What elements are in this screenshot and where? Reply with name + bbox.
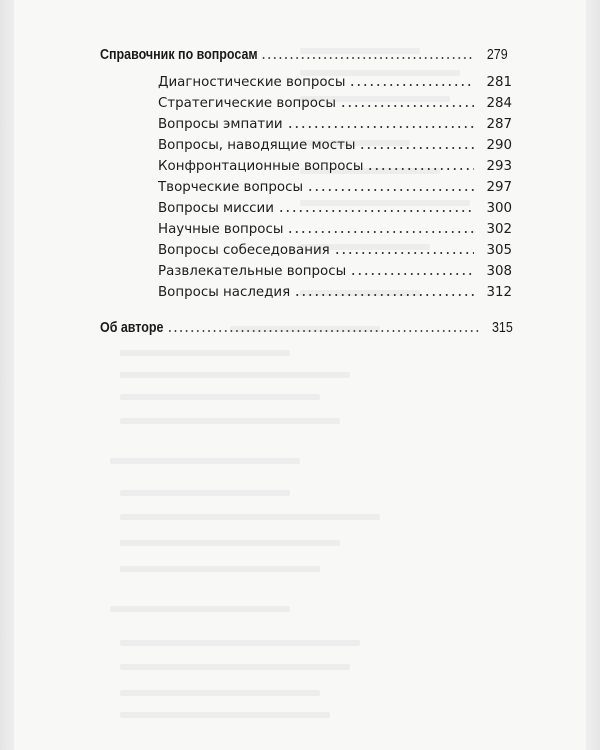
dot-leader: [350, 273, 474, 275]
toc-section-entry[interactable]: [100, 47, 508, 63]
toc-item[interactable]: [158, 201, 512, 216]
toc-item-page: 290: [486, 138, 512, 153]
toc-item-page: 300: [486, 201, 512, 216]
toc-item-page: 305: [486, 243, 512, 258]
dot-leader: [349, 84, 474, 86]
toc-item-title: Стратегические вопросы: [158, 96, 336, 111]
dot-leader: [294, 294, 474, 296]
toc-item[interactable]: [158, 243, 512, 258]
toc-about-page: 315: [491, 320, 513, 336]
toc-item-page: 297: [486, 180, 512, 195]
toc-item-title: Вопросы собеседования: [158, 243, 330, 258]
toc-item-page: 312: [486, 285, 512, 300]
dot-leader: [287, 126, 474, 128]
toc-item-page: 287: [486, 117, 512, 132]
toc-item-title: Научные вопросы: [158, 222, 284, 237]
toc-item-page: 281: [486, 75, 512, 90]
toc-item[interactable]: [158, 75, 512, 90]
dot-leader: [340, 105, 474, 107]
dot-leader: [334, 252, 474, 254]
toc-item-page: 284: [486, 96, 512, 111]
toc-item-title: Диагностические вопросы: [158, 75, 346, 90]
toc-item[interactable]: [158, 222, 512, 237]
dot-leader: [278, 210, 474, 212]
toc-about-entry[interactable]: [100, 320, 513, 336]
toc-item[interactable]: [158, 138, 512, 153]
dot-leader: [287, 231, 474, 233]
toc-item-title: Развлекательные вопросы: [158, 264, 347, 279]
toc-item[interactable]: [158, 96, 512, 111]
dot-leader: [167, 330, 480, 332]
toc-item[interactable]: [158, 117, 512, 132]
toc-item-page: 293: [486, 159, 512, 174]
toc-section-title: Справочник по вопросам: [100, 47, 258, 63]
dot-leader: [367, 168, 474, 170]
dot-leader: [261, 57, 475, 59]
toc-item-title: Вопросы наследия: [158, 285, 291, 300]
toc-item[interactable]: [158, 285, 512, 300]
toc-item-title: Вопросы, наводящие мосты: [158, 138, 356, 153]
toc-item-page: 308: [486, 264, 512, 279]
toc-item[interactable]: [158, 159, 512, 174]
toc-section-page: 279: [486, 47, 508, 63]
toc-item-title: Вопросы эмпатии: [158, 117, 283, 132]
toc-item-title: Конфронтационные вопросы: [158, 159, 364, 174]
toc-item-title: Творческие вопросы: [158, 180, 304, 195]
toc-item[interactable]: [158, 264, 512, 279]
dot-leader: [359, 147, 474, 149]
toc-item[interactable]: [158, 180, 512, 195]
dot-leader: [307, 189, 474, 191]
toc-item-title: Вопросы миссии: [158, 201, 274, 216]
toc-about-title: Об авторе: [100, 320, 164, 336]
toc-item-page: 302: [486, 222, 512, 237]
